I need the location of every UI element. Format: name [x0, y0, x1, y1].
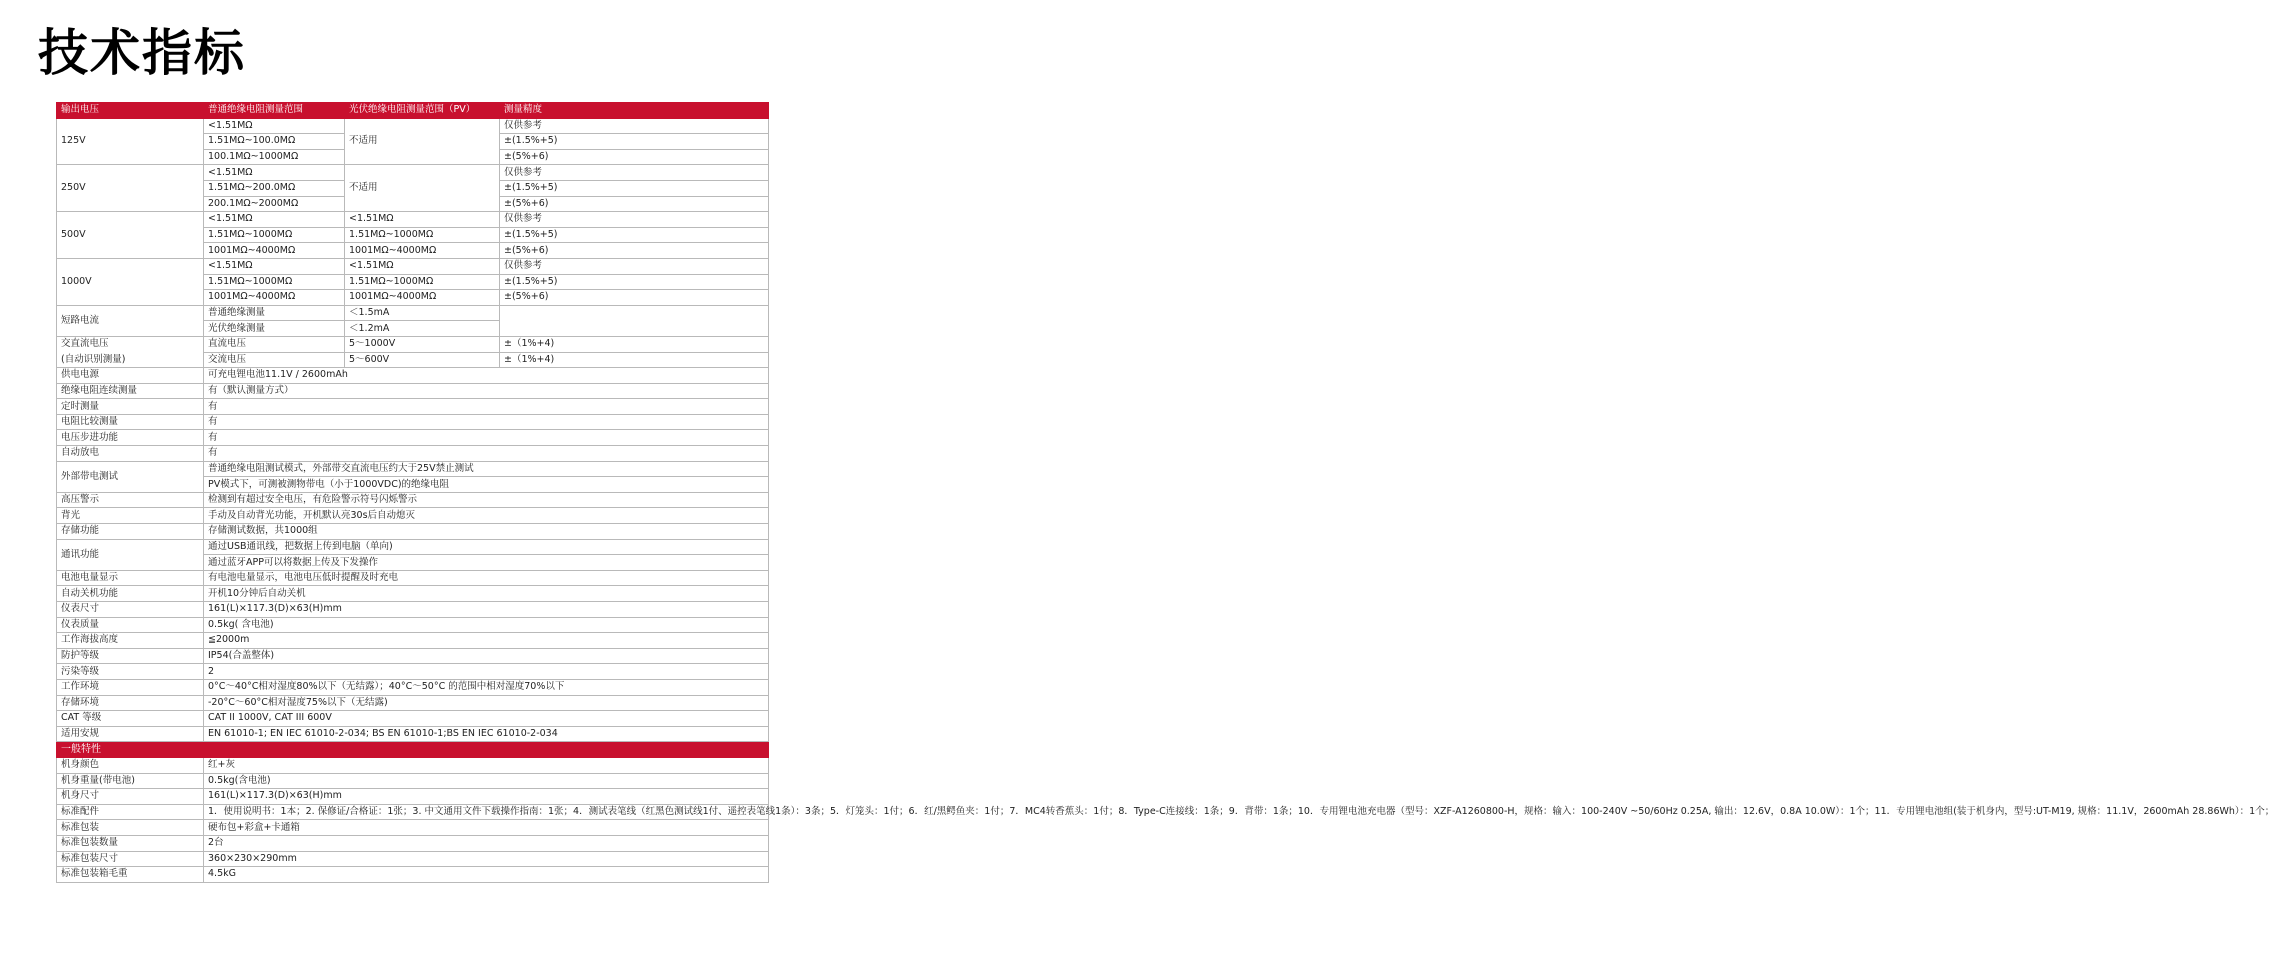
spec-label: 供电电源 — [57, 368, 204, 384]
pv-range-cell: 1001MΩ~4000MΩ — [345, 290, 500, 306]
table-row — [57, 414, 769, 430]
pv-range-cell: 不适用 — [345, 118, 500, 165]
table-row — [57, 461, 769, 477]
pv-range-cell: 1.51MΩ~1000MΩ — [345, 274, 500, 290]
table-row — [57, 368, 769, 384]
normal-range-cell: 1.51MΩ~200.0MΩ — [204, 180, 345, 196]
accuracy-cell: 仅供参考 — [500, 118, 769, 134]
table-row — [57, 617, 769, 633]
table-row — [57, 757, 769, 773]
table-row — [57, 446, 769, 462]
spec-value: ≦2000m — [204, 633, 769, 649]
spec-value: 360×230×290mm — [204, 851, 769, 867]
header-pv-range: 光伏绝缘电阻测量范围（PV） — [345, 103, 500, 119]
table-row — [57, 851, 769, 867]
spec-label: 外部带电测试 — [57, 461, 204, 492]
accuracy-cell: 仅供参考 — [500, 165, 769, 181]
spec-value: 有 — [204, 414, 769, 430]
table-header-row — [57, 103, 769, 119]
pv-range-cell: 1001MΩ~4000MΩ — [345, 243, 500, 259]
table-row — [57, 804, 769, 820]
spec-label: 电压步进功能 — [57, 430, 204, 446]
spec-label: 高压警示 — [57, 492, 204, 508]
spec-label: 绝缘电阻连续测量 — [57, 383, 204, 399]
accuracy-cell: ±(1.5%+5) — [500, 274, 769, 290]
empty-cell — [500, 305, 769, 336]
table-row — [57, 492, 769, 508]
spec-label: 工作环境 — [57, 679, 204, 695]
table-row — [57, 118, 769, 134]
spec-value: IP54(合盖整体) — [204, 648, 769, 664]
table-row — [57, 820, 769, 836]
spec-value: 通过USB通讯线，把数据上传到电脑（单向) — [204, 539, 769, 555]
spec-value: 161(L)×117.3(D)×63(H)mm — [204, 789, 769, 805]
normal-range-cell: <1.51MΩ — [204, 165, 345, 181]
table-row — [57, 679, 769, 695]
accuracy-cell: ±(1.5%+5) — [500, 227, 769, 243]
accuracy-cell: ±(5%+6) — [500, 290, 769, 306]
voltage-cell: 500V — [57, 212, 204, 259]
spec-label: 电池电量显示 — [57, 570, 204, 586]
spec-value: 0.5kg(含电池) — [204, 773, 769, 789]
spec-label: 机身重量(带电池) — [57, 773, 204, 789]
spec-table — [56, 102, 2274, 883]
voltage-cell: 1000V — [57, 258, 204, 305]
accuracy-cell: ±(5%+6) — [500, 149, 769, 165]
spec-value: 硬布包+彩盒+卡通箱 — [204, 820, 769, 836]
spec-value: 5～1000V — [345, 336, 500, 352]
normal-range-cell: 1001MΩ~4000MΩ — [204, 243, 345, 259]
section-spacer — [204, 742, 769, 758]
pv-range-cell: 不适用 — [345, 165, 500, 212]
spec-value: 红+灰 — [204, 757, 769, 773]
normal-range-cell: 1.51MΩ~1000MΩ — [204, 227, 345, 243]
table-row — [57, 399, 769, 415]
table-row — [57, 867, 769, 883]
table-row — [57, 212, 769, 228]
spec-value: 0°C～40°C相对湿度80%以下（无结露）；40°C～50°C 的范围中相对湿度70%以下 — [204, 679, 769, 695]
table-row — [57, 648, 769, 664]
accuracy-cell: ±(1.5%+5) — [500, 134, 769, 150]
pv-range-cell: <1.51MΩ — [345, 258, 500, 274]
header-accuracy: 测量精度 — [500, 103, 769, 119]
normal-range-cell: <1.51MΩ — [204, 118, 345, 134]
normal-range-cell: 200.1MΩ~2000MΩ — [204, 196, 345, 212]
normal-range-cell: 1.51MΩ~1000MΩ — [204, 274, 345, 290]
spec-value: ＜1.5mA — [345, 305, 500, 321]
spec-value: 有 — [204, 399, 769, 415]
table-row — [57, 586, 769, 602]
normal-range-cell: <1.51MΩ — [204, 212, 345, 228]
spec-sub-label: 直流电压 — [204, 336, 345, 352]
voltage-cell: 125V — [57, 118, 204, 165]
table-row — [57, 539, 769, 555]
header-normal-range: 普通绝缘电阻测量范围 — [204, 103, 345, 119]
spec-value: 5～600V — [345, 352, 500, 368]
spec-label: 标准包装尺寸 — [57, 851, 204, 867]
accuracy-cell: 仅供参考 — [500, 212, 769, 228]
spec-label: 背光 — [57, 508, 204, 524]
spec-label: (自动识别测量) — [57, 352, 204, 368]
table-row — [57, 711, 769, 727]
voltage-cell: 250V — [57, 165, 204, 212]
spec-sub-label: 交流电压 — [204, 352, 345, 368]
spec-label: 机身颜色 — [57, 757, 204, 773]
normal-range-cell: 1001MΩ~4000MΩ — [204, 290, 345, 306]
spec-value: PV模式下，可测被测物带电（小于1000VDC)的绝缘电阻 — [204, 477, 769, 493]
spec-label: 标准配件 — [57, 804, 204, 820]
table-row — [57, 602, 769, 618]
spec-label: 仪表尺寸 — [57, 602, 204, 618]
pv-range-cell: 1.51MΩ~1000MΩ — [345, 227, 500, 243]
table-row — [57, 165, 769, 181]
spec-label: 机身尺寸 — [57, 789, 204, 805]
table-row — [57, 508, 769, 524]
spec-value: 普通绝缘电阻测试模式，外部带交直流电压约大于25V禁止测试 — [204, 461, 769, 477]
pv-range-cell: <1.51MΩ — [345, 212, 500, 228]
header-voltage: 输出电压 — [57, 103, 204, 119]
spec-sub-label: 光伏绝缘测量 — [204, 321, 345, 337]
spec-accuracy: ±（1%+4) — [500, 352, 769, 368]
section-header-general — [57, 742, 769, 758]
table-row — [57, 695, 769, 711]
spec-value: 有 — [204, 446, 769, 462]
table-row — [57, 305, 769, 321]
normal-range-cell: 100.1MΩ~1000MΩ — [204, 149, 345, 165]
table-row — [57, 524, 769, 540]
spec-value: 可充电锂电池11.1V / 2600mAh — [204, 368, 769, 384]
spec-value: 检测到有超过安全电压，有危险警示符号闪烁警示 — [204, 492, 769, 508]
spec-label: 标准包装数量 — [57, 835, 204, 851]
spec-label: 通讯功能 — [57, 539, 204, 570]
table-row — [57, 336, 769, 352]
spec-label: 交直流电压 — [57, 336, 204, 352]
table-row — [57, 726, 769, 742]
spec-label: 标准包装箱毛重 — [57, 867, 204, 883]
spec-value: 手动及自动背光功能，开机默认亮30s后自动熄灭 — [204, 508, 769, 524]
spec-value: -20°C～60°C相对湿度75%以下（无结露) — [204, 695, 769, 711]
table-row — [57, 570, 769, 586]
accuracy-cell: ±(1.5%+5) — [500, 180, 769, 196]
spec-value: 有 — [204, 430, 769, 446]
spec-value: 0.5kg( 含电池) — [204, 617, 769, 633]
spec-value: 161(L)×117.3(D)×63(H)mm — [204, 602, 769, 618]
spec-label: 防护等级 — [57, 648, 204, 664]
section-title: 一般特性 — [57, 742, 204, 758]
page-title: 技术指标 — [38, 24, 246, 82]
table-row — [57, 789, 769, 805]
spec-value: 4.5kG — [204, 867, 769, 883]
spec-label: 适用安规 — [57, 726, 204, 742]
spec-label: 短路电流 — [57, 305, 204, 336]
spec-value: 有电池电量显示，电池电压低时提醒及时充电 — [204, 570, 769, 586]
spec-label: 自动关机功能 — [57, 586, 204, 602]
spec-label: 污染等级 — [57, 664, 204, 680]
spec-value: EN 61010-1; EN IEC 61010-2-034; BS EN 61010-1;BS EN IEC 61010-2-034 — [204, 726, 769, 742]
table-row — [57, 383, 769, 399]
accuracy-cell: 仅供参考 — [500, 258, 769, 274]
spec-value: 2 — [204, 664, 769, 680]
spec-value-accessories: 1．使用说明书：1本；2. 保修证/合格证：1张；3. 中文通用文件下载操作指南：1张；4．测试表笔线（红黑色测试线1付、遥控表笔线1条）：3条；5．灯笼头：1付；6．红/黑鳄鱼夹：1付；7．MC4转香蕉头：1付；8．Type-C连接线：1条；9．背带：1条；10．专用锂电池充电器（型号：XZF-A1260800-H，规格：输入：100-240V ~50/60Hz 0.25A, 输出：12.6V，0.8A 10.0W）：1个；11．专用锂电池组(装于机身内，型号:UT-M19, 规格：11.1V，2600mAh 28.86Wh）：1个； — [204, 804, 769, 820]
normal-range-cell: <1.51MΩ — [204, 258, 345, 274]
accuracy-cell: ±(5%+6) — [500, 243, 769, 259]
table-row — [57, 258, 769, 274]
spec-value: 存储测试数据，共1000组 — [204, 524, 769, 540]
accuracy-cell: ±(5%+6) — [500, 196, 769, 212]
spec-value: 2台 — [204, 835, 769, 851]
normal-range-cell: 1.51MΩ~100.0MΩ — [204, 134, 345, 150]
spec-label: 自动放电 — [57, 446, 204, 462]
spec-value: 有（默认测量方式） — [204, 383, 769, 399]
spec-sub-label: 普通绝缘测量 — [204, 305, 345, 321]
table-row — [57, 430, 769, 446]
spec-value: 开机10分钟后自动关机 — [204, 586, 769, 602]
table-row — [57, 352, 769, 368]
spec-value: 通过蓝牙APP可以将数据上传及下发操作 — [204, 555, 769, 571]
spec-label: 工作海拔高度 — [57, 633, 204, 649]
table-row — [57, 835, 769, 851]
spec-accuracy: ±（1%+4) — [500, 336, 769, 352]
spec-label: 电阻比较测量 — [57, 414, 204, 430]
spec-label: 标准包装 — [57, 820, 204, 836]
spec-value: ＜1.2mA — [345, 321, 500, 337]
table-row — [57, 773, 769, 789]
spec-label: 定时测量 — [57, 399, 204, 415]
spec-value: CAT II 1000V, CAT III 600V — [204, 711, 769, 727]
spec-label: CAT 等级 — [57, 711, 204, 727]
table-row — [57, 664, 769, 680]
spec-label: 存储环境 — [57, 695, 204, 711]
table-row — [57, 633, 769, 649]
spec-label: 仪表质量 — [57, 617, 204, 633]
spec-label: 存储功能 — [57, 524, 204, 540]
